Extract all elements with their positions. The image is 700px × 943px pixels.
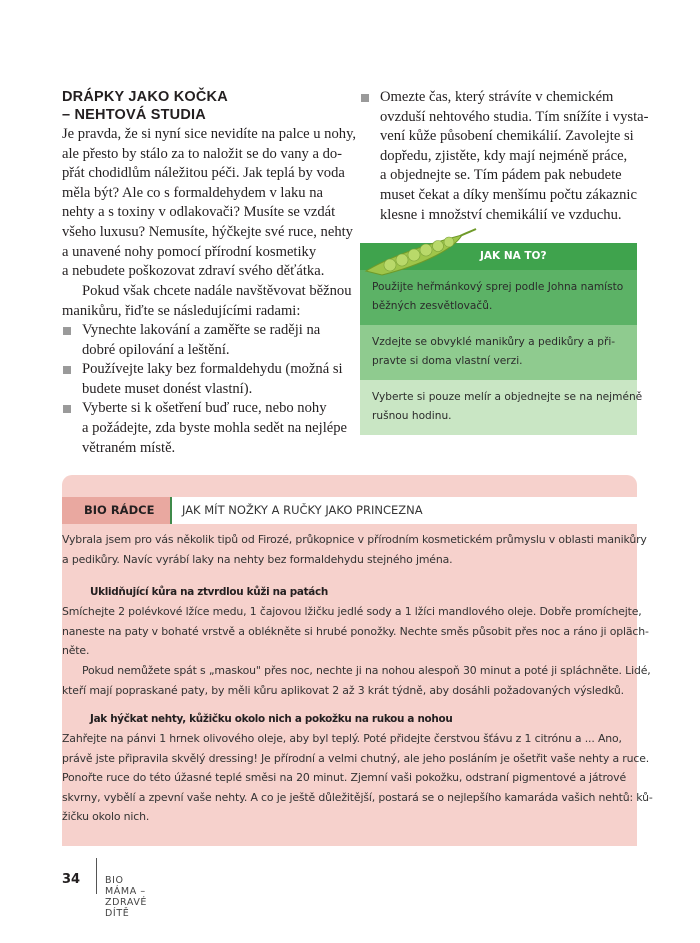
text-line: Použijte heřmánkový sprej podle Johna namísto: [372, 281, 624, 293]
text-line: Ponořte ruce do této úžasné teplé směsi na 20 minut. Zjemní vaši pokožku, odstraní pigmentové a játrové: [62, 771, 626, 785]
bio-box-title: JAK MÍT NOŽKY A RUČKY JAKO PRINCEZNA: [182, 503, 423, 517]
page-number: 34: [62, 872, 81, 887]
tip-item: [360, 325, 637, 380]
bullet-square-icon: [63, 366, 71, 374]
subsection-title: Jak hýčkat nehty, kůžičku okolo nich a pokožku na rukou a nohou: [90, 713, 453, 725]
text-line: naneste na paty v bohaté vrstvě a oblékněte si hrubé ponožky. Nechte směs působit přes noc a ráno ji opläch-: [62, 624, 649, 638]
footer-divider: [96, 858, 97, 894]
text-line: ale přesto by stálo za to naložit se do vany a do-: [62, 145, 343, 162]
intro-paragraph: [62, 125, 357, 282]
bio-paragraph: [62, 602, 649, 661]
text-line: ovzduší nehtového studia. Tím snížíte i vysta-: [380, 108, 649, 125]
list-item: [62, 321, 352, 360]
text-line: pravte si doma vlastní verzi.: [372, 355, 523, 367]
list-item: [62, 399, 352, 458]
text-line: manikůru, řiďte se následujícími radami:: [62, 302, 301, 319]
list-item: [360, 88, 649, 225]
text-line: kteří mají popraskané paty, by měli kůru aplikovat 2 až 3 krát týdně, aby dosáhli požadovaných výsledků.: [62, 683, 624, 697]
text-line: Zahřejte na pánvi 1 hrnek olivového oleje, aby byl teplý. Poté přidejte čerstvou šťávu z 1 citrónu a ... Ano,: [62, 732, 622, 745]
text-line: Vyberte si pouze melír a objednejte se na nejméně: [372, 391, 643, 403]
bio-intro: [62, 530, 647, 569]
text-line: Pokud nemůžete spát s „maskou" přes noc, nechte ji na nohou alespoň 30 minut a poté ji spláchněte. Lidé,: [82, 664, 651, 677]
bio-paragraph: [62, 729, 653, 827]
text-line: skvrny, vybělí a zpevní vaše nehty. A co je ještě důležitější, postará se o nejlepšího kamaráda vašich nehtů: ků-: [62, 790, 653, 804]
text-line: vení kůže působení chemikálií. Zavolejte si: [380, 128, 634, 145]
list-item: [62, 360, 352, 399]
section-heading: [62, 88, 228, 124]
text-line: právě jste připravila skvělý dressing! Je přírodní a velmi chutný, ale jeho posláním je ošetřit vaše nehty a ruce.: [62, 751, 650, 765]
text-line: a objednejte se. Tím pádem pak nebudete: [380, 167, 622, 184]
book-title: BIO MÁMA – ZDRAVÉ DÍTĚ: [105, 875, 148, 919]
text-line: dopředu, zjistěte, kdy mají nejméně práce,: [380, 147, 628, 164]
text-line: rušnou hodinu.: [372, 410, 452, 422]
text-line: žičku okolo nich.: [62, 810, 150, 824]
text-line: Vyberte si k ošetření buď ruce, nebo nohy: [82, 400, 327, 417]
bullet-square-icon: [63, 405, 71, 413]
text-line: nehty a s toxiny v odlakovači? Musíte se vzdát: [62, 204, 336, 221]
bullet-square-icon: [361, 94, 369, 102]
text-line: DRÁPKY JAKO KOČKA: [62, 89, 228, 105]
bio-advice-box: [62, 475, 653, 846]
bio-box-tag: BIO RÁDCE: [62, 497, 172, 524]
text-line: běžných zesvětlovačů.: [372, 300, 493, 312]
text-line: a nebudete poškozovat zdraví svého děťátka.: [62, 263, 325, 280]
text-line: Smíchejte 2 polévkové lžíce medu, 1 čajovou lžičku jedlé sody a 1 lžíci mandlového oleje. Dobře promíchejte,: [62, 605, 642, 618]
text-line: Je pravda, že si nyní sice nevidíte na palce u nohy,: [62, 126, 357, 142]
text-line: – NEHTOVÁ STUDIA: [62, 107, 206, 123]
text-line: přát chodidlům náležitou péči. Jak teplá by voda: [62, 165, 345, 182]
bullet-square-icon: [63, 327, 71, 335]
pea-pod-icon: [362, 225, 482, 280]
tip-box-title: JAK NA TO?: [360, 243, 637, 270]
text-line: Omezte čas, který strávíte v chemickém: [380, 89, 614, 105]
text-line: všeho luxusu? Nemusíte, hýčkejte své ruce, nehty: [62, 223, 353, 240]
text-line: Vybrala jsem pro vás několik tipů od Firozé, průkopnice v přírodním kosmetickém průmyslu v oblasti manikůry: [62, 533, 647, 546]
subsection-title: Uklidňující kůra na ztvrdlou kůži na patách: [90, 586, 328, 598]
text-line: Pokud však chcete nadále navštěvovat běžnou: [82, 283, 352, 299]
bio-box-header: [62, 497, 637, 524]
right-bullet-list: [360, 88, 649, 225]
text-line: něte.: [62, 644, 90, 658]
text-line: a požádejte, zda byste mohla sedět na nejlépe: [82, 419, 348, 436]
text-line: Používejte laky bez formaldehydu (možná si: [82, 361, 343, 378]
text-line: budete muset donést vlastní).: [82, 380, 253, 397]
tip-item: [360, 380, 643, 435]
text-line: Vzdejte se obvyklé manikůry a pedikůry a při-: [372, 336, 616, 348]
bio-paragraph: [62, 661, 651, 700]
text-line: a pedikůry. Navíc vyrábí laky na nehty bez formaldehydu stejného jména.: [62, 552, 453, 566]
text-line: měla být? Ale co s formaldehydem v laku na: [62, 184, 323, 201]
text-line: dobré opilování a leštění.: [82, 341, 230, 358]
advice-paragraph: [62, 282, 352, 321]
text-line: větraném místě.: [82, 439, 176, 456]
text-line: Vynechte lakování a zaměřte se raději na: [82, 322, 321, 338]
advice-list: [62, 321, 352, 458]
text-line: muset čekat a díky menšímu počtu zákaznic: [380, 186, 637, 203]
text-line: klesne i množství chemikálií ve vzduchu.: [380, 206, 622, 223]
text-line: a unavené nohy pomocí přírodní kosmetiky: [62, 243, 317, 260]
